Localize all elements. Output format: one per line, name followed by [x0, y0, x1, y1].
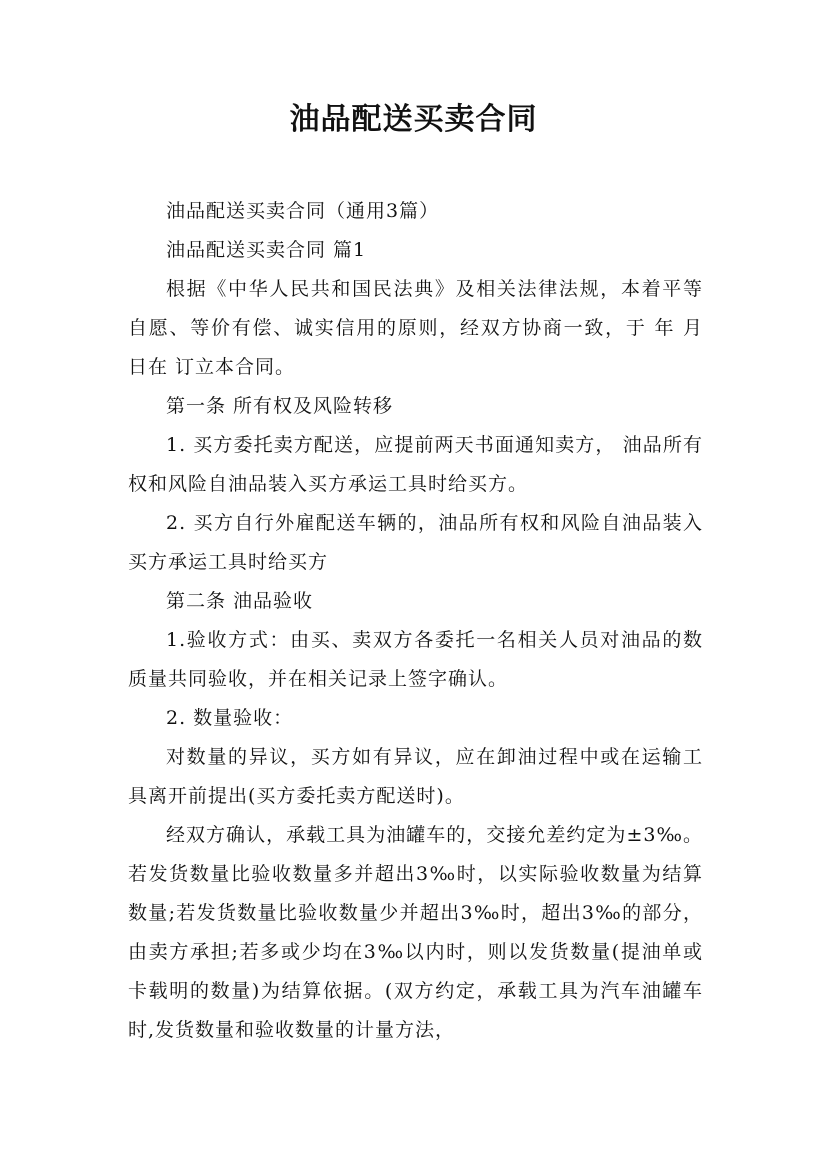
paragraph-article-1-heading: 第一条 所有权及风险转移 — [166, 395, 394, 417]
document-title: 油品配送买卖合同 — [289, 102, 538, 137]
paragraph-article-2-heading: 第二条 油品验收 — [166, 590, 314, 612]
paragraph-article-1-item-2: 2. 买方自行外雇配送车辆的，油品所有权和风险自油品装入买方承运工具时给买方 — [128, 512, 703, 573]
paragraph-quantity-objection: 对数量的异议，买方如有异议，应在卸油过程中或在运输工具离开前提出(买方委托卖方配送时)。 — [128, 746, 703, 807]
paragraph-preamble: 根据《中华人民共和国民法典》及相关法律法规，本着平等自愿、等价有偿、诚实信用的原则，经双方协商一致，于 年 月 日在 订立本合同。 — [128, 278, 703, 378]
paragraph-subtitle: 油品配送买卖合同（通用3篇） — [166, 200, 440, 222]
paragraph-section-heading: 油品配送买卖合同 篇1 — [166, 239, 367, 261]
paragraph-tolerance: 经双方确认，承载工具为油罐车的，交接允差约定为±3‰。若发货数量比验收数量多并超出3‰时，以实际验收数量为结算数量;若发货数量比验收数量少并超出3‰时，超出3‰的部分，由卖方承担;若多或少均在3‰以内时，则以发货数量(提油单或卡载明的数量)为结算依据。(双方约定，承载工具为汽车油罐车时,发货数量和验收数量的计量方法， — [128, 824, 703, 1041]
document-body — [128, 192, 703, 1050]
paragraph-article-1-item-1: 1. 买方委托卖方配送，应提前两天书面通知卖方， 油品所有权和风险自油品装入买方承运工具时给买方。 — [128, 434, 703, 495]
paragraph-article-2-item-2: 2. 数量验收： — [166, 707, 294, 729]
paragraph-article-2-item-1: 1.验收方式：由买、卖双方各委托一名相关人员对油品的数质量共同验收，并在相关记录上签字确认。 — [128, 629, 703, 690]
